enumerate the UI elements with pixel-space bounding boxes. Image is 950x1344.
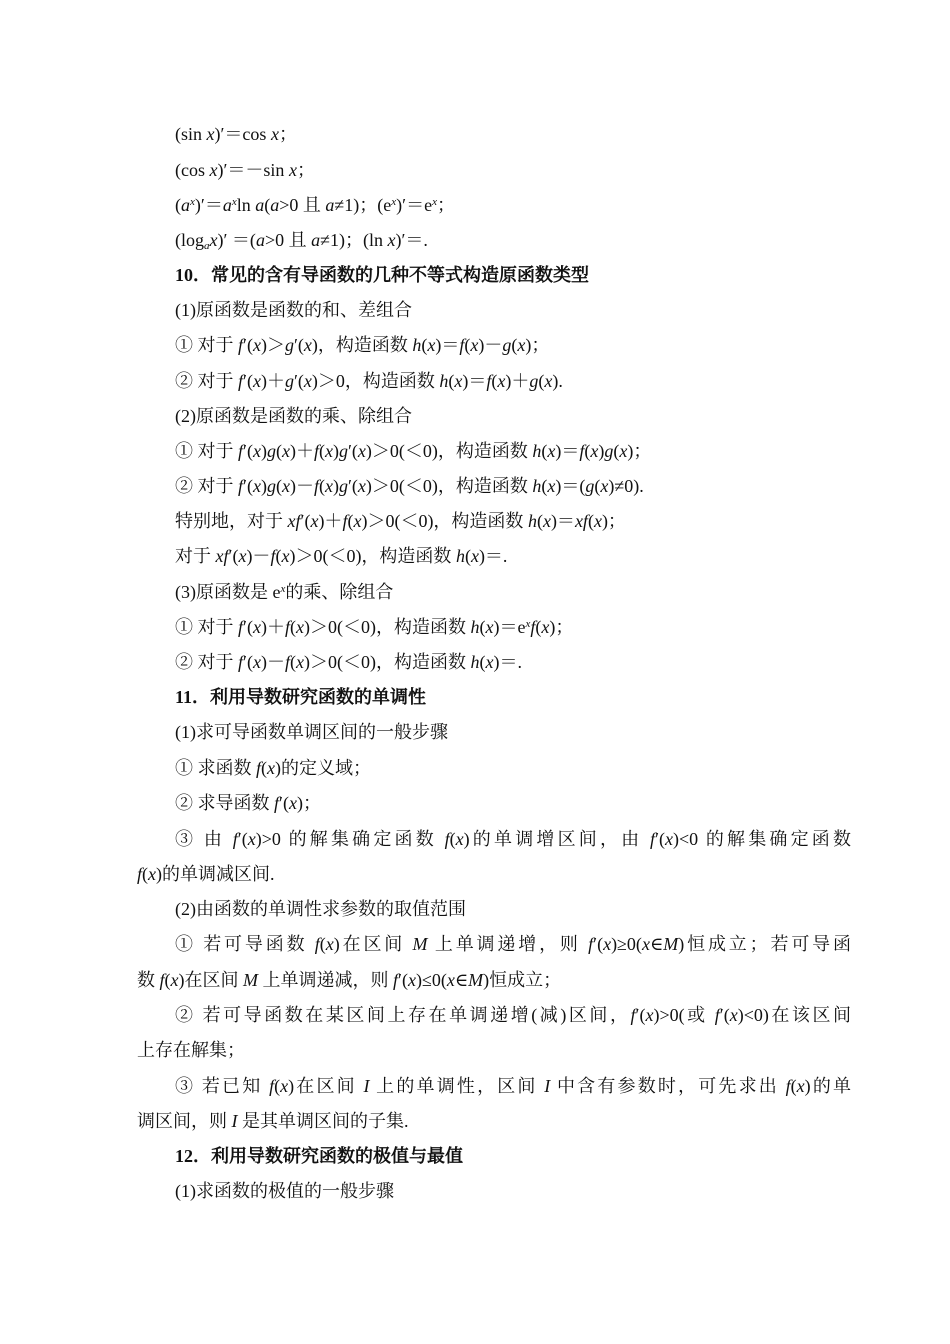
- text-line: (cos x)′＝－sin x；: [175, 160, 315, 180]
- text-line: (2)原函数是函数的乘、除组合: [175, 406, 412, 426]
- text-line: ② 对于 f′(x)＋g′(x)＞0，构造函数 h(x)＝f(x)＋g(x).: [175, 371, 563, 391]
- text-line: $(\log_ax)' =(a>0$ 且 a≠1)；(ln x)′＝.: [175, 230, 428, 252]
- text-line: (1)求可导函数单调区间的一般步骤: [175, 722, 448, 742]
- text-line: (2)由函数的单调性求参数的取值范围: [175, 899, 466, 919]
- text-line: (3)原函数是 $e^x$的乘、除组合: [175, 582, 394, 602]
- text-line: 数 f(x)在区间 M 上单调递减，则 f′(x)≤0(x∈M)恒成立；: [137, 970, 562, 990]
- text-line: (1)求函数的极值的一般步骤: [175, 1181, 394, 1201]
- text-line: ③ 若已知 f(x)在区间 I 上的单调性，区间 I 中含有参数时，可先求出 f(x)的单: [175, 1076, 852, 1096]
- text-line: ① 求函数 f(x)的定义域；: [175, 758, 372, 778]
- text-line: f(x)的单调减区间.: [137, 864, 275, 884]
- text-line: ① 对于 f′(x)＋f(x)＞0(＜0)，构造函数 $h(x)=e^xf(x)$；: [175, 617, 574, 637]
- section-heading: 10．常见的含有导函数的几种不等式构造原函数类型: [175, 265, 589, 285]
- text-line: ② 若可导函数在某区间上存在单调递增(减)区间，f′(x)>0(或 f′(x)<0)在该区间: [175, 1005, 852, 1025]
- text-line: $(a^x)'=a^x\ln$ a(a>0 且 a≠1)；$(e^x)'=e^x$；: [175, 195, 455, 215]
- text-line: (sin x)′＝cos x；: [175, 124, 297, 144]
- text-line: (1)原函数是函数的和、差组合: [175, 300, 412, 320]
- text-line: ③ 由 f′(x)>0 的解集确定函数 f(x)的单调增区间，由 f′(x)<0 的解集确定函数: [175, 829, 851, 849]
- section-heading: 11．利用导数研究函数的单调性: [175, 687, 427, 707]
- text-line: 对于 xf′(x)－f(x)＞0(＜0)，构造函数 h(x)＝.: [175, 546, 508, 566]
- text-line: ① 对于 f′(x)＞g′(x)，构造函数 h(x)＝f(x)－g(x)；: [175, 335, 550, 355]
- text-line: ① 对于 f′(x)g(x)＋f(x)g′(x)＞0(＜0)，构造函数 h(x)＝f(x)g(x)；: [175, 441, 652, 461]
- text-line: ① 若可导函数 f(x)在区间 M 上单调递增，则 f′(x)≥0(x∈M)恒成立；若可导函: [175, 934, 852, 954]
- text-line: 上存在解集；: [137, 1040, 245, 1060]
- text-line: ② 对于 f′(x)－f(x)＞0(＜0)，构造函数 h(x)＝.: [175, 652, 522, 672]
- section-heading: 12．利用导数研究函数的极值与最值: [175, 1146, 463, 1166]
- text-line: ② 求导函数 f′(x)；: [175, 793, 321, 813]
- text-line: 调区间，则 I 是其单调区间的子集.: [137, 1111, 409, 1131]
- text-line: 特别地，对于 xf′(x)＋f(x)＞0(＜0)，构造函数 h(x)＝xf(x)；: [175, 511, 626, 531]
- text-line: ② 对于 f′(x)g(x)－f(x)g′(x)＞0(＜0)，构造函数 h(x)＝(g(x)≠0).: [175, 476, 644, 496]
